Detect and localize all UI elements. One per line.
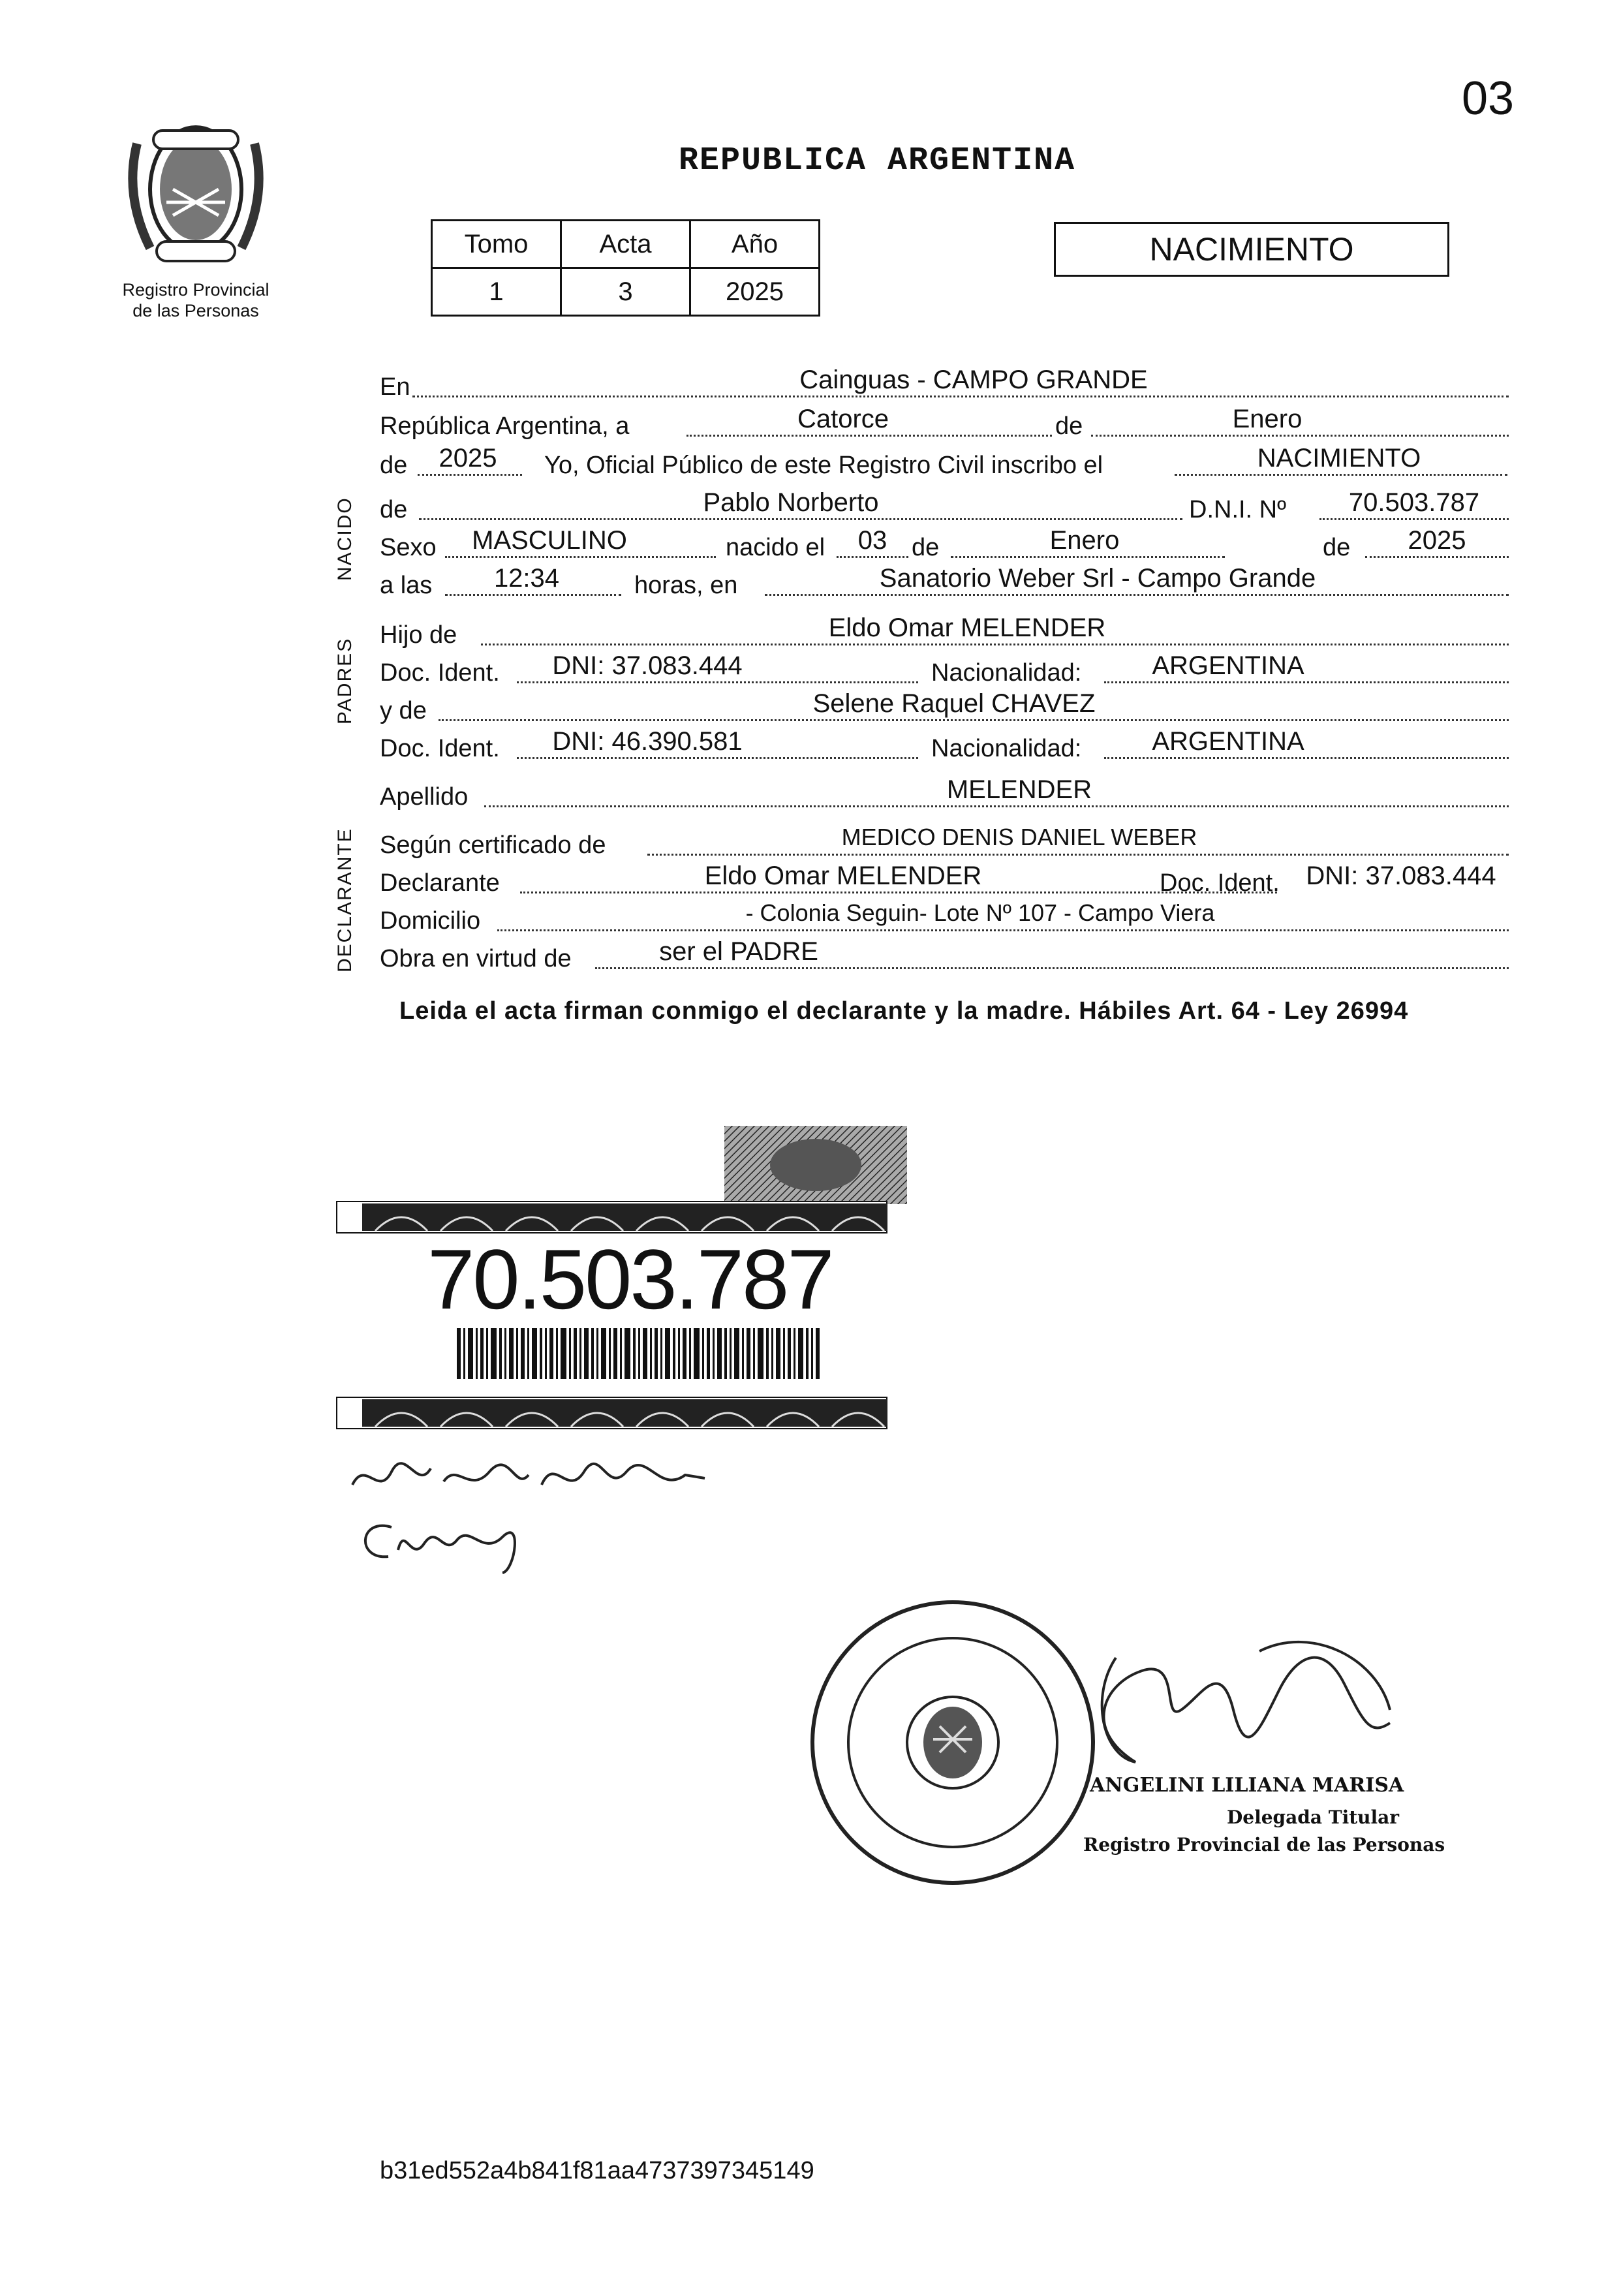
label-en: En <box>380 373 410 401</box>
label-de: de <box>1055 412 1083 440</box>
dotted-line <box>1104 681 1509 683</box>
row-time-place <box>380 564 1512 603</box>
row-sex-birthdate <box>380 526 1512 565</box>
book-header-acta: Acta <box>561 221 690 268</box>
record-type-box: NACIMIENTO <box>1054 222 1449 277</box>
label-segun-certificado: Según certificado de <box>380 831 606 859</box>
row-child <box>380 488 1512 527</box>
book-value-acta: 3 <box>561 268 690 316</box>
registry-name <box>98 279 294 321</box>
mother-handwritten-signature <box>352 1511 548 1576</box>
label-nacido-el: nacido el <box>726 534 825 561</box>
dotted-line <box>951 556 1225 558</box>
label-de: de <box>1323 534 1351 561</box>
value-month: Enero <box>1232 405 1303 433</box>
row-date <box>380 405 1512 444</box>
dni-barcode <box>457 1328 822 1379</box>
dotted-line <box>445 594 621 596</box>
book-reference-table <box>431 219 820 317</box>
dotted-line <box>517 757 918 759</box>
row-place <box>380 365 1512 405</box>
row-certificate <box>380 824 1512 863</box>
label-doc-ident: Doc. Ident. <box>1160 869 1280 897</box>
dotted-line <box>418 474 522 476</box>
dotted-line <box>1319 518 1509 520</box>
dotted-line <box>1365 556 1509 558</box>
dotted-line <box>765 594 1509 596</box>
dotted-line <box>497 929 1509 931</box>
value-capacity: ser el PADRE <box>659 937 818 966</box>
security-strip-bottom <box>336 1397 887 1429</box>
label-nacionalidad: Nacionalidad: <box>931 659 1082 687</box>
value-child-dni: 70.503.787 <box>1348 488 1480 517</box>
label-obra-en-virtud: Obra en virtud de <box>380 945 572 972</box>
official-round-stamp <box>803 1592 1103 1893</box>
security-hologram <box>724 1126 907 1204</box>
value-child-name: Pablo Norberto <box>703 488 879 517</box>
value-day-words: Catorce <box>797 405 889 433</box>
dotted-line <box>439 719 1509 721</box>
security-strip-top <box>336 1201 887 1233</box>
value-address: - Colonia Seguin- Lote Nº 107 - Campo Viera <box>745 899 1215 926</box>
value-mother-name: Selene Raquel CHAVEZ <box>812 689 1096 718</box>
label-horas-en: horas, en <box>634 572 738 599</box>
value-birth-place: Sanatorio Weber Srl - Campo Grande <box>879 564 1316 593</box>
label-doc-ident: Doc. Ident. <box>380 735 500 762</box>
row-mother <box>380 689 1512 728</box>
value-declarant-doc: DNI: 37.083.444 <box>1306 861 1496 890</box>
value-declarant: Eldo Omar MELENDER <box>704 861 982 890</box>
row-surname <box>380 775 1512 814</box>
section-label-padres: PADRES <box>334 637 356 724</box>
value-surname: MELENDER <box>946 775 1092 804</box>
value-year: 2025 <box>439 444 497 473</box>
section-label-nacido: NACIDO <box>334 497 356 581</box>
value-birth-month: Enero <box>1049 526 1120 555</box>
label-sexo: Sexo <box>380 534 437 561</box>
label-domicilio: Domicilio <box>380 907 481 935</box>
value-birth-time: 12:34 <box>493 564 560 593</box>
dotted-line <box>484 805 1509 807</box>
dotted-line <box>595 967 1509 969</box>
value-birth-year: 2025 <box>1408 526 1466 555</box>
row-registrar <box>380 444 1512 483</box>
dotted-line <box>1175 474 1507 476</box>
dotted-line <box>412 396 1509 397</box>
value-event: NACIMIENTO <box>1257 444 1421 473</box>
dotted-line <box>419 518 1182 520</box>
page-number: 03 <box>1462 72 1515 125</box>
book-header-ano: Año <box>690 221 820 268</box>
country-title: REPUBLICA ARGENTINA <box>679 142 1076 179</box>
dni-stamp-number: 70.503.787 <box>427 1232 833 1327</box>
label-apellido: Apellido <box>380 783 469 811</box>
official-role: Delegada Titular <box>1227 1807 1400 1828</box>
registry-name-line1: Registro Provincial <box>122 280 270 300</box>
registry-name-line2: de las Personas <box>132 301 259 320</box>
dotted-line <box>517 681 918 683</box>
label-doc-ident: Doc. Ident. <box>380 659 500 687</box>
dotted-line <box>481 644 1509 645</box>
closing-statement: Leida el acta firman conmigo el declarante y la madre. Hábiles Art. 64 - Ley 26994 <box>399 997 1409 1025</box>
dotted-line <box>1091 435 1509 437</box>
dotted-line <box>647 854 1509 856</box>
value-father-name: Eldo Omar MELENDER <box>828 613 1106 642</box>
value-father-doc: DNI: 37.083.444 <box>552 651 743 680</box>
value-certificate: MEDICO DENIS DANIEL WEBER <box>841 824 1197 850</box>
document-hash: b31ed552a4b841f81aa4737397345149 <box>380 2157 814 2184</box>
row-father <box>380 613 1512 653</box>
book-value-ano: 2025 <box>690 268 820 316</box>
label-nacionalidad: Nacionalidad: <box>931 735 1082 762</box>
row-capacity <box>380 937 1512 976</box>
row-declarant <box>380 861 1512 901</box>
official-office: Registro Provincial de las Personas <box>1083 1834 1445 1855</box>
row-mother-doc <box>380 727 1512 766</box>
label-de: de <box>912 534 940 561</box>
label-declarante: Declarante <box>380 869 500 897</box>
dotted-line <box>445 556 716 558</box>
value-father-nationality: ARGENTINA <box>1152 651 1304 680</box>
book-header-tomo: Tomo <box>432 221 561 268</box>
label-dni: D.N.I. Nº <box>1189 496 1286 523</box>
value-sex: MASCULINO <box>472 526 627 555</box>
dotted-line <box>686 435 1052 437</box>
label-de: de <box>380 496 408 523</box>
row-father-doc <box>380 651 1512 690</box>
dotted-line <box>837 556 908 558</box>
value-mother-nationality: ARGENTINA <box>1152 727 1304 756</box>
dotted-line <box>1104 757 1509 759</box>
value-mother-doc: DNI: 46.390.581 <box>552 727 743 756</box>
official-handwritten-signature <box>1064 1632 1403 1782</box>
row-address <box>380 899 1512 939</box>
label-hijo-de: Hijo de <box>380 621 457 649</box>
label-republica: República Argentina, a <box>380 412 630 440</box>
section-label-declarante: DECLARANTE <box>334 828 356 972</box>
value-birth-day: 03 <box>857 526 887 555</box>
official-name: ANGELINI LILIANA MARISA <box>1090 1774 1404 1797</box>
value-place: Cainguas - CAMPO GRANDE <box>799 365 1148 394</box>
label-a-las: a las <box>380 572 433 599</box>
label-registrar-text: Yo, Oficial Público de este Registro Civil inscribo el <box>544 452 1103 479</box>
label-de: de <box>380 452 408 479</box>
label-y-de: y de <box>380 697 427 724</box>
declarant-handwritten-signature <box>346 1446 711 1504</box>
book-value-tomo: 1 <box>432 268 561 316</box>
